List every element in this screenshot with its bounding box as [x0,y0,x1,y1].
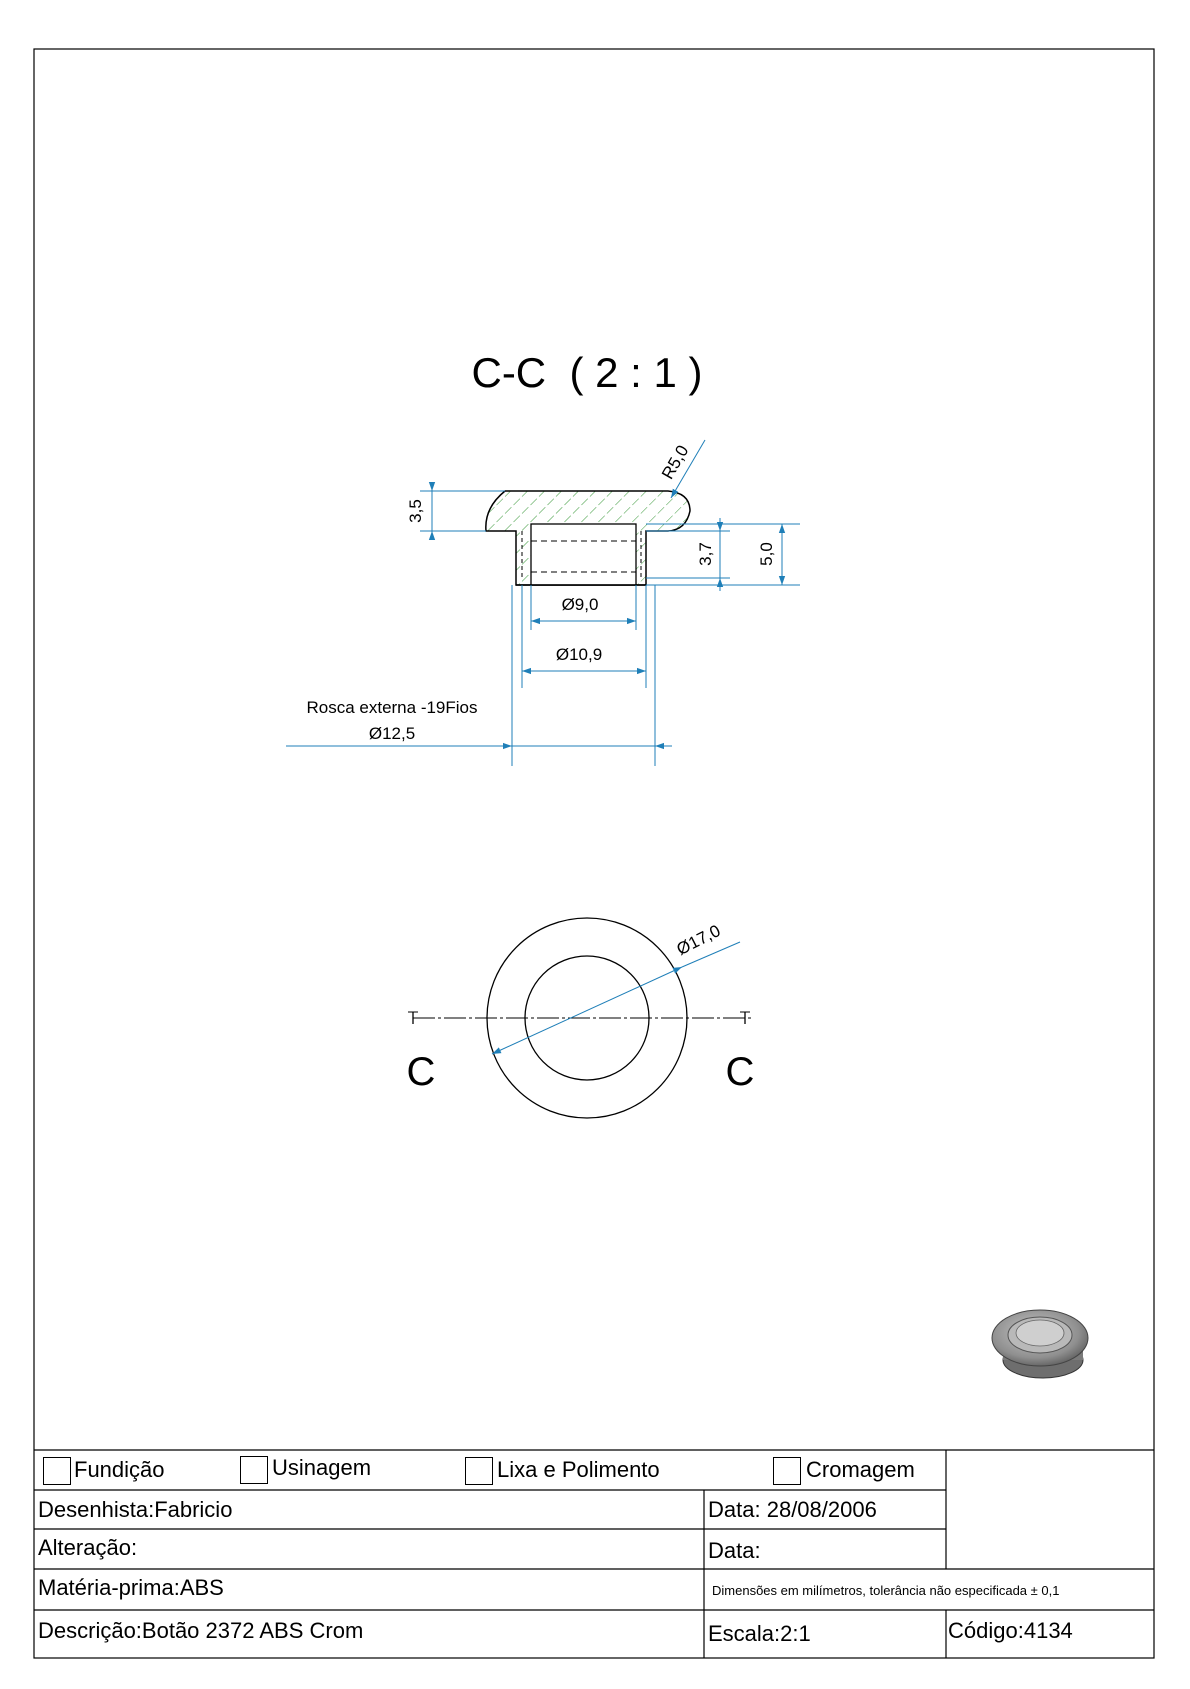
process-label-fundicao: Fundição [74,1457,165,1482]
description-label: Descrição:Botão 2372 ABS Crom [38,1618,364,1643]
checkbox-fundicao[interactable] [43,1457,71,1485]
code-label: Código:4134 [948,1618,1073,1643]
process-label-usinagem: Usinagem [272,1455,372,1480]
tolerance-note: Dimensões em milímetros, tolerância não especificada ± 0,1 [712,1583,1060,1598]
checkbox-usinagem[interactable] [240,1456,268,1484]
section-view [486,491,690,585]
dim-inner-diameter: Ø9,0 [561,595,599,614]
sheet-border [34,49,1154,1658]
section-marker-right: C [725,1050,755,1094]
change-date-label: Data: [708,1538,761,1563]
dim-radius: R5,0 [658,441,693,483]
designer-value: Fabricio [154,1497,233,1522]
process-label-lixa-polimento: Lixa e Polimento [497,1457,660,1482]
dim-thread-height: 3,7 [696,542,715,566]
iso-preview [992,1310,1088,1378]
date-value: 28/08/2006 [766,1497,877,1522]
checkbox-lixa-polimento[interactable] [465,1457,493,1485]
material-value: ABS [179,1575,224,1600]
dimensions [286,440,800,766]
designer-label: Desenhista:Fabricio [38,1497,233,1522]
dim-thread-note-1: Rosca externa -19Fios [306,698,478,717]
dim-thread-note-2: Ø12,5 [368,724,416,743]
process-label-cromagem: Cromagem [806,1457,915,1482]
dim-cap-height: 3,5 [406,499,425,523]
scale-label: Escala:2:1 [708,1621,811,1646]
dim-total-height: 5,0 [757,542,776,566]
bore [531,524,636,585]
checkbox-cromagem[interactable] [773,1457,801,1485]
dim-middle-diameter: Ø10,9 [555,645,603,664]
dim-outer-diameter: Ø17,0 [673,921,724,960]
date-label: Data: 28/08/2006 [708,1497,877,1522]
section-title: C-C ( 2 : 1 ) [471,349,703,396]
material-label: Matéria-prima:ABS [38,1575,224,1600]
change-label: Alteração: [38,1535,138,1560]
section-marker-left: C [406,1050,436,1094]
code-value: 4134 [1023,1618,1073,1643]
scale-value: 2:1 [780,1621,811,1646]
description-value: Botão 2372 ABS Crom [141,1618,364,1643]
